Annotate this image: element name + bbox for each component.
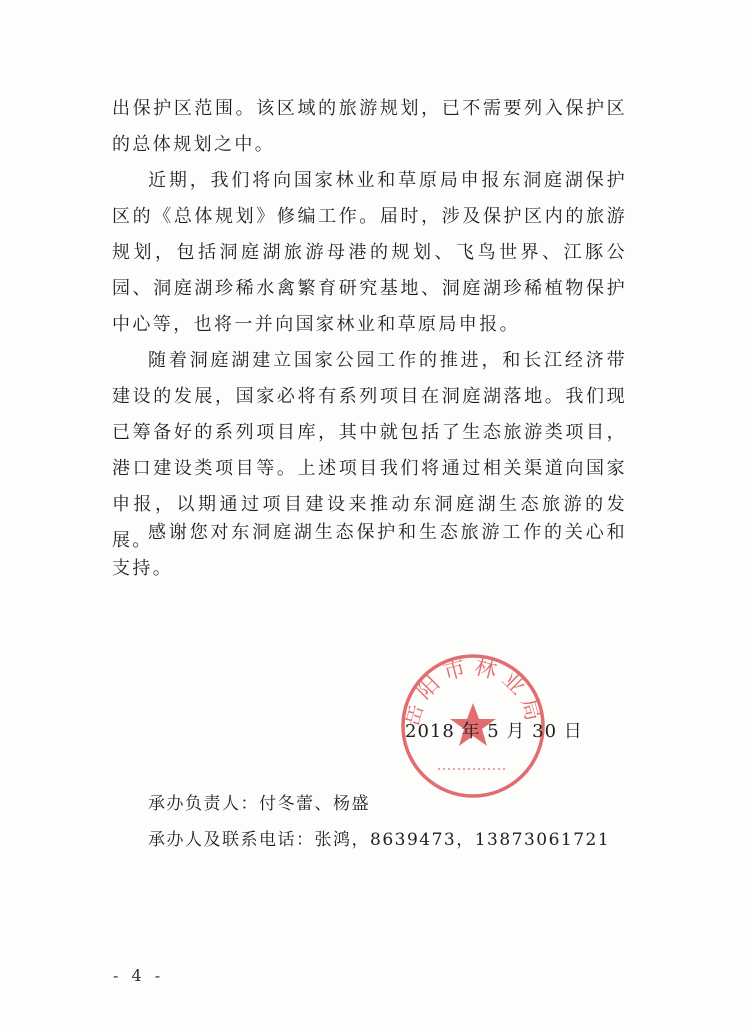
paragraph-1: 出保护区范围。该区域的旅游规划，已不需要列入保护区的总体规划之中。 xyxy=(112,98,627,155)
paragraph-2: 近期，我们将向国家林业和草原局申报东洞庭湖保护区的《总体规划》修编工作。届时，涉及保护区内的旅游规划，包括洞庭湖旅游母港的规划、飞鸟世界、江豚公园、洞庭湖珍稀水禽繁育研究基地、洞庭湖珍稀植物保护中心等，也将一并向国家林业和草原局申报。 xyxy=(112,170,627,335)
paragraph-3: 随着洞庭湖建立国家公园工作的推进，和长江经济带建设的发展，国家必将有系列项目在洞庭湖落地。我们现已筹备好的系列项目库，其中就包括了生态旅游类项目，港口建设类项目等。上述项目我们将通过相关渠道向国家申报，以期通过项目建设来推动东洞庭湖生态旅游的发展。 xyxy=(112,350,627,551)
page-number: - 4 - xyxy=(113,966,165,985)
document-date: 2018 年 5 月 30 日 xyxy=(405,721,583,742)
responsible-person: 承办负责人：付冬蕾、杨盛 xyxy=(148,794,370,814)
handler-contact: 承办人及联系电话：张鸿，8639473，13873061721 xyxy=(148,830,611,850)
paragraph-4: 感谢您对东洞庭湖生态保护和生态旅游工作的关心和支持。 xyxy=(112,522,627,579)
seal-text: 岳阳市林业局 xyxy=(398,654,548,730)
